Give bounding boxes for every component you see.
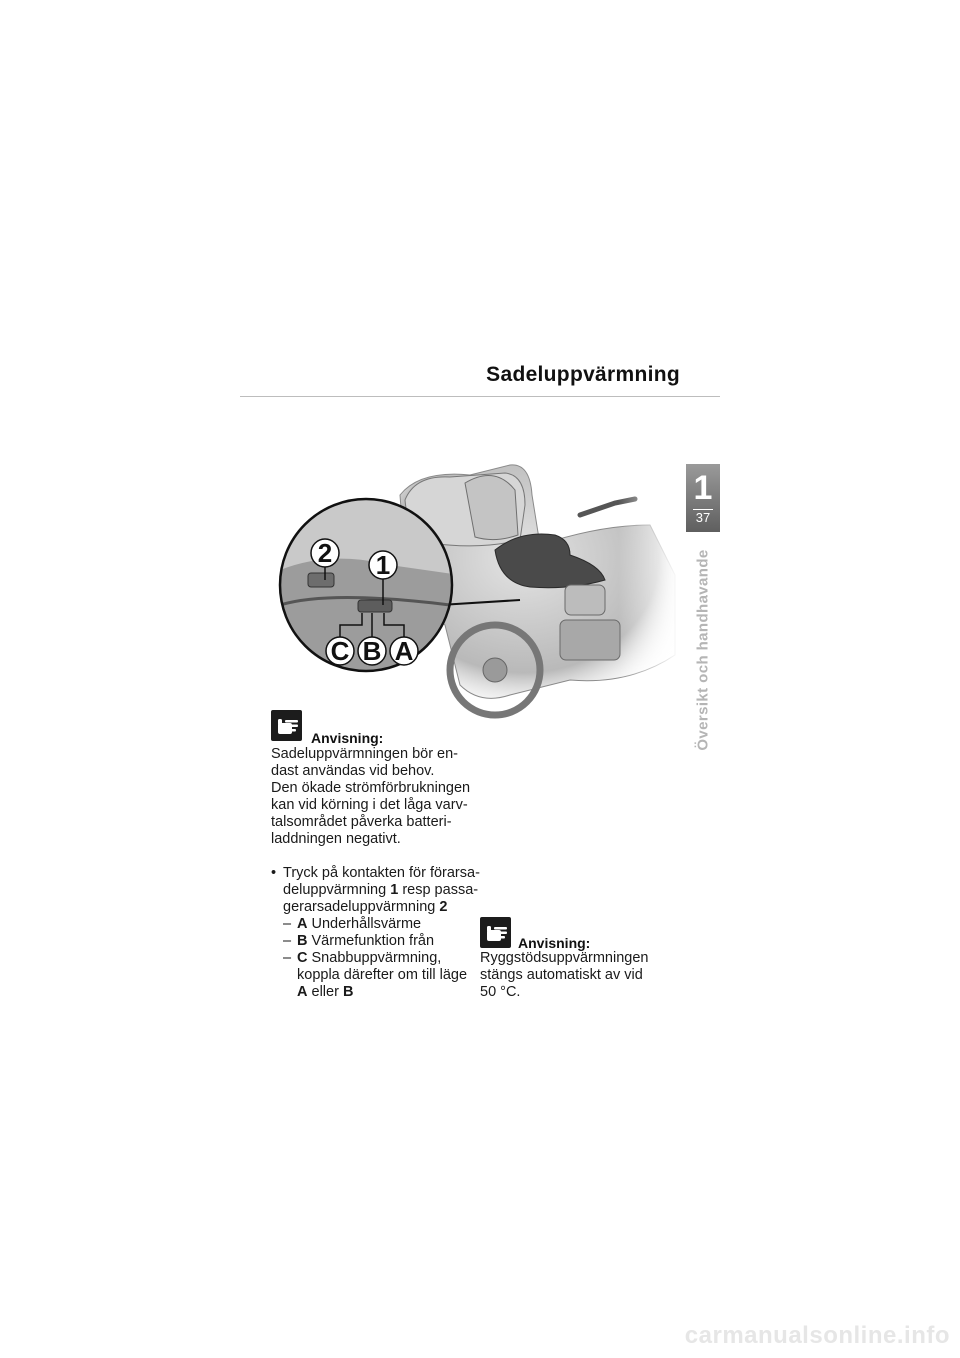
watermark: carmanualsonline.info bbox=[684, 1322, 950, 1349]
note-label: Anvisning: bbox=[518, 935, 591, 951]
note-hand-icon bbox=[271, 710, 302, 741]
note-text: Sadeluppvärmningen bör en- dast användas vid behov. Den ökade strömförbrukningen kan vid körning i det låga varv- talsområdet påverka batteri- laddningen negativt. bbox=[271, 746, 471, 847]
svg-text:2: 2 bbox=[317, 538, 333, 568]
option-c: C Snabbuppvärmning, bbox=[297, 950, 442, 966]
dash: – bbox=[283, 950, 292, 966]
option-b: B Värmefunktion från bbox=[297, 933, 435, 949]
note-label: Anvisning: bbox=[311, 730, 384, 746]
callout-1 bbox=[369, 550, 397, 580]
chapter-side-label: Översikt och handhavande bbox=[694, 549, 712, 751]
note-text: Ryggstödsuppvärmningen stängs automatiskt av vid 50 °C. bbox=[480, 950, 649, 1000]
dash: – bbox=[283, 933, 292, 949]
motorcycle-seat-heating-figure bbox=[270, 455, 680, 720]
svg-text:1: 1 bbox=[375, 550, 391, 580]
callout-c bbox=[326, 636, 354, 666]
callout-a bbox=[390, 636, 418, 666]
dash: – bbox=[283, 916, 292, 932]
svg-text:C: C bbox=[330, 636, 350, 666]
page-title: Sadeluppvärmning bbox=[486, 363, 680, 386]
callout-b bbox=[358, 636, 386, 666]
bullet: • bbox=[271, 865, 277, 881]
svg-text:B: B bbox=[362, 636, 382, 666]
chapter-number: 1 bbox=[693, 469, 713, 507]
option-a: A Underhållsvärme bbox=[297, 916, 422, 932]
svg-text:A: A bbox=[394, 636, 414, 666]
callout-2 bbox=[311, 538, 339, 568]
title-divider bbox=[240, 396, 720, 397]
note-hand-icon bbox=[480, 917, 511, 948]
page-number: 37 bbox=[695, 510, 711, 525]
chapter-tab bbox=[686, 464, 720, 532]
